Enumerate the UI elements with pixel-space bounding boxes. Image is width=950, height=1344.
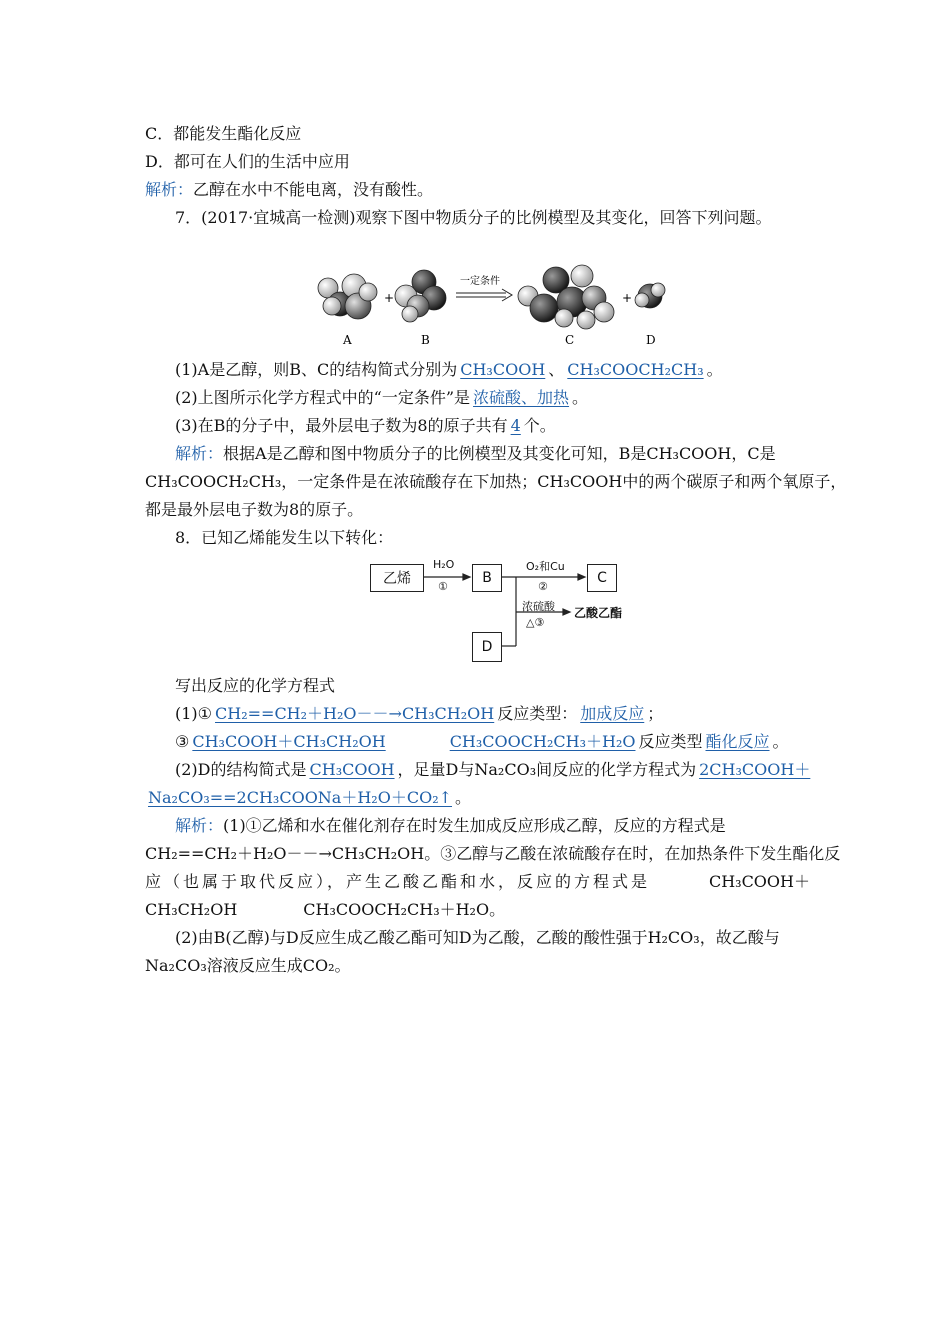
- box-c: C: [587, 564, 617, 592]
- explanation-formula-reactant: CH₃CH₂OH: [145, 900, 238, 919]
- eq-number: ③: [175, 732, 190, 751]
- q8-explanation-line4: [145, 900, 810, 920]
- label-step1: ①: [438, 580, 448, 593]
- equation-products: CH₃COOCH₂CH₃＋H₂O: [449, 732, 636, 751]
- reaction-type-label: 反应类型: [638, 732, 703, 751]
- unit: 个。: [523, 416, 556, 435]
- q7-part3: [175, 416, 810, 436]
- answer-c-formula: CH₃COOCH₂CH₃: [567, 360, 704, 379]
- option-d: D．都可在人们的生活中应用: [145, 152, 350, 171]
- explanation-text: 乙醇在水中不能电离，没有酸性。: [193, 180, 434, 199]
- q7-1-text: (1)A是乙醇，则B、C的结构简式分别为: [175, 360, 458, 379]
- period: 。: [772, 732, 789, 751]
- answer-equation-part2: Na₂CO₃==2CH₃COONa＋H₂O＋CO₂↑: [148, 788, 453, 807]
- answer-esterification: 酯化反应: [705, 732, 770, 751]
- q7-3-text: (3)在B的分子中，最外层电子数为8的原子共有: [175, 416, 508, 435]
- label-b: B: [421, 333, 430, 347]
- box-b: B: [472, 564, 502, 592]
- molecule-a: [318, 274, 377, 319]
- label-ethyl-acetate: 乙酸乙酯: [574, 606, 623, 620]
- q8-2-text-mid: ，足量D与Na₂CO₃间反应的化学方程式为: [397, 760, 697, 779]
- explanation-text: (1)①乙烯和水在催化剂存在时发生加成反应形成乙醇，反应的方程式是: [223, 816, 726, 835]
- answer-atom-count: 4: [510, 416, 521, 435]
- label-h2o: H₂O: [433, 558, 455, 571]
- period: 。: [455, 788, 472, 807]
- q8-explanation-line2: CH₂==CH₂＋H₂O－－→CH₃CH₂OH。③乙醇与乙酸在浓硫酸存在时，在加热条件下发生酯化反: [145, 844, 841, 863]
- label-step2: ②: [538, 580, 548, 593]
- plus-sign: +: [622, 291, 633, 305]
- box-d: D: [472, 632, 502, 662]
- reaction-type-label: 反应类型：: [497, 704, 578, 723]
- q8-part1-eq1: [175, 704, 810, 724]
- q6-explanation: [145, 180, 810, 200]
- q8-explanation-line6: Na₂CO₃溶液反应生成CO₂。: [145, 956, 351, 975]
- explanation-label: 解析：: [175, 444, 224, 463]
- q7-2-text: (2)上图所示化学方程式中的“一定条件”是: [175, 388, 471, 407]
- molecule-c: [518, 265, 614, 329]
- equation-esterification: [189, 732, 638, 751]
- period: 。: [572, 388, 589, 407]
- condition-label: 一定条件: [460, 276, 500, 287]
- label-step3: △③: [526, 616, 545, 629]
- q8-stem: 8．已知乙烯能发生以下转化：: [175, 528, 394, 547]
- explanation-text: 根据A是乙醇和图中物质分子的比例模型及其变化可知，B是CH₃COOH，C是: [223, 444, 776, 463]
- q7-part1: [175, 360, 810, 380]
- label-o2-cu: O₂和Cu: [526, 560, 565, 573]
- q7-explanation-line1: [175, 444, 810, 464]
- answer-d-formula: CH₃COOH: [309, 760, 395, 779]
- q8-instruction: 写出反应的化学方程式: [175, 676, 336, 695]
- answer-addition-reaction: 加成反应: [580, 704, 645, 723]
- equation-reactants: CH₃COOH＋CH₃CH₂OH: [192, 732, 386, 751]
- answer-equation-part1: 2CH₃COOH＋: [699, 760, 811, 779]
- q7-explanation-line3: 都是最外层电子数为8的原子。: [145, 500, 364, 519]
- separator: 、: [548, 360, 565, 379]
- molecule-d: [635, 283, 665, 308]
- label-a: A: [343, 333, 352, 347]
- answer-b-formula: CH₃COOH: [460, 360, 546, 379]
- q8-2-text: (2)D的结构简式是: [175, 760, 307, 779]
- box-ethylene: 乙烯: [370, 564, 424, 592]
- explanation-label: 解析：: [145, 180, 194, 199]
- eq-number: (1)①: [175, 704, 213, 723]
- q8-explanation-line3: [145, 872, 810, 892]
- q8-part1-eq3: [175, 732, 810, 752]
- explanation-formula: CH₃COOH＋: [708, 872, 810, 891]
- label-c: C: [565, 333, 575, 347]
- equation-hydration: CH₂==CH₂＋H₂O－－→CH₃CH₂OH: [215, 704, 495, 723]
- answer-condition: 浓硫酸、加热: [473, 388, 570, 407]
- option-c: C．都能发生酯化反应: [145, 124, 302, 143]
- q8-explanation-line1: [175, 816, 810, 836]
- explanation-label: 解析：: [175, 816, 224, 835]
- molecule-model-figure: [310, 262, 680, 352]
- molecule-b: [395, 270, 446, 322]
- label-d: D: [646, 333, 656, 347]
- explanation-formula-product: CH₃COOCH₂CH₃＋H₂O。: [303, 900, 506, 919]
- q8-part2-line2: [145, 788, 810, 808]
- label-conc-h2so4: 浓硫酸: [522, 600, 555, 613]
- semicolon: ；: [647, 704, 664, 723]
- explanation-text: 应（也属于取代反应），产生乙酸乙酯和水，反应的方程式是: [145, 872, 651, 891]
- q8-explanation-line5: (2)由B(乙醇)与D反应生成乙酸乙酯可知D为乙酸，乙酸的酸性强于H₂CO₃，故乙酸与: [175, 928, 780, 947]
- period: 。: [706, 360, 723, 379]
- q8-part2-line1: [175, 760, 810, 780]
- q7-part2: [175, 388, 810, 408]
- q7-explanation-line2: CH₃COOCH₂CH₃，一定条件是在浓硫酸存在下加热；CH₃COOH中的两个碳原子和两个氧原子，: [145, 472, 847, 491]
- plus-sign: +: [384, 291, 395, 305]
- reaction-arrow: [456, 289, 512, 301]
- q7-stem: 7．(2017·宜城高一检测)观察下图中物质分子的比例模型及其变化，回答下列问题。: [175, 208, 772, 227]
- conversion-flowchart: [360, 556, 640, 666]
